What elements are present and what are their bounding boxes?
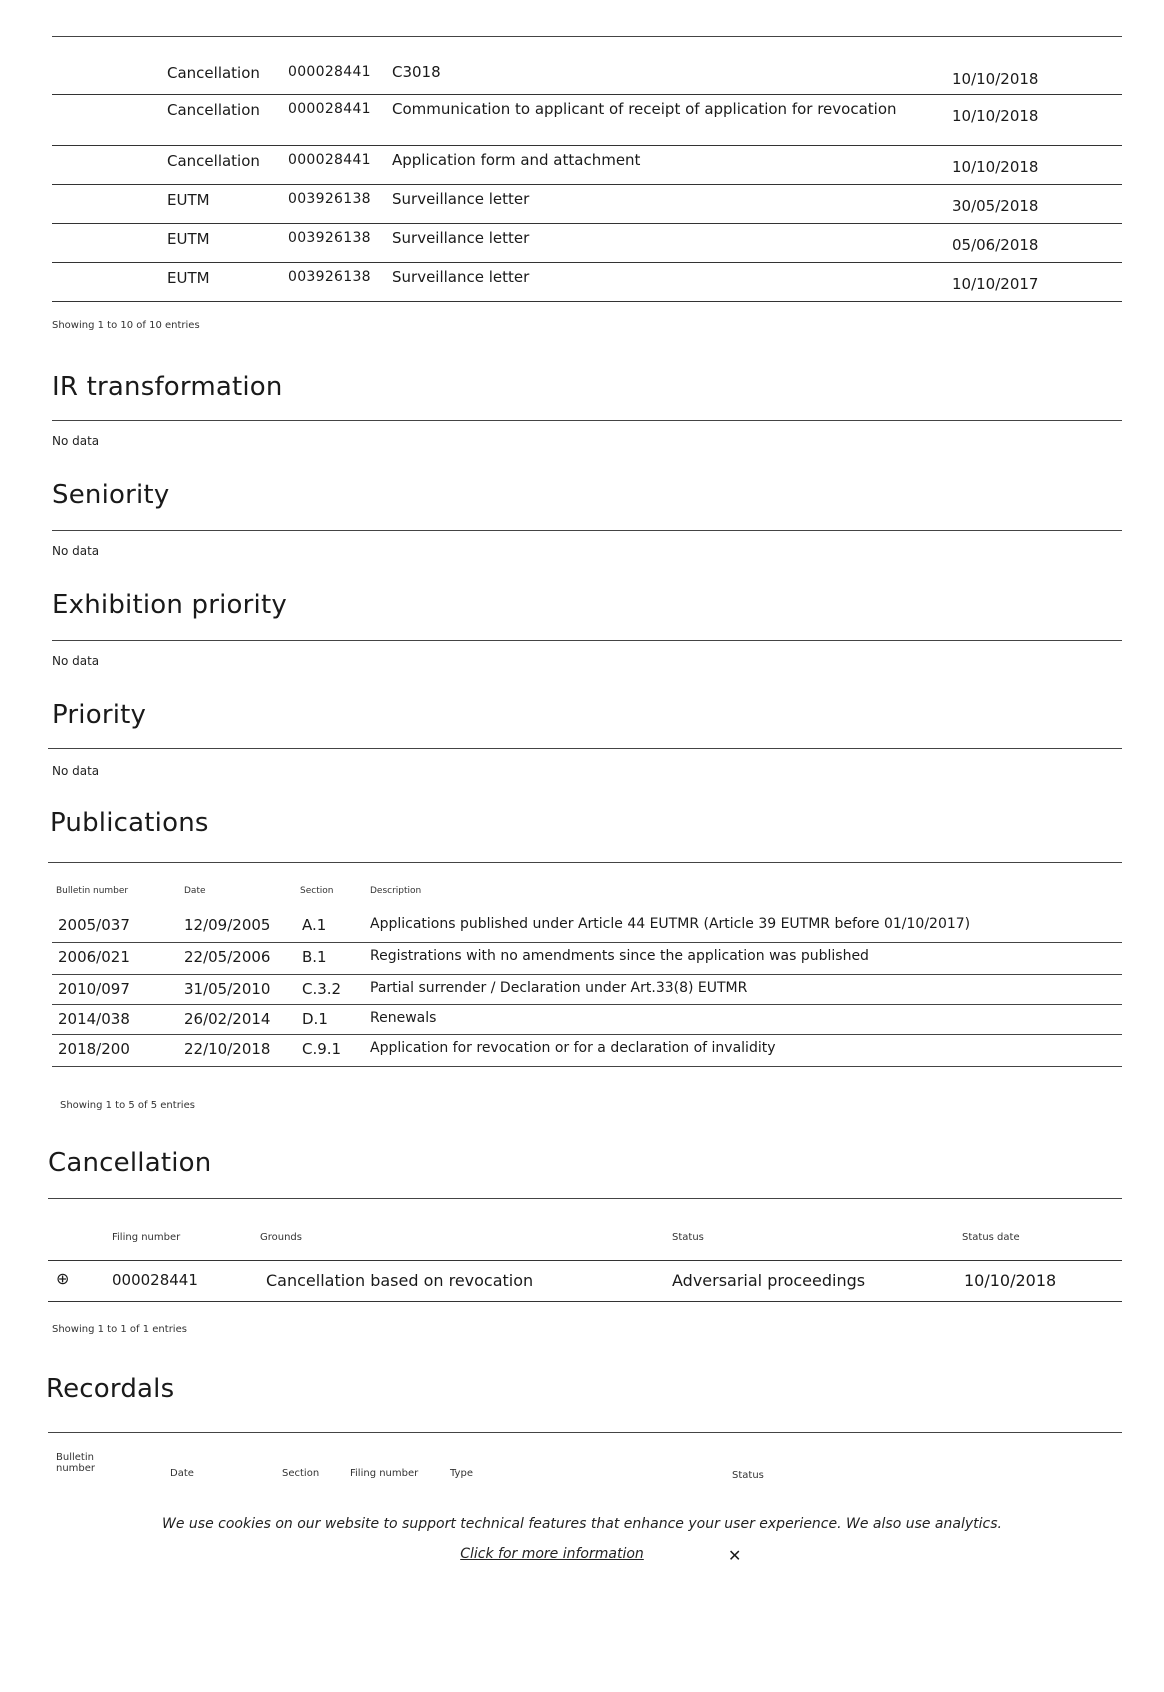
- table-row: 2010/097 31/05/2010 C.3.2 Partial surrender / Declaration under Art.33(8) EUTMR: [52, 974, 1122, 1005]
- table-row: EUTM 003926138 Surveillance letter 30/05/2018: [52, 185, 1122, 224]
- top-table-border: [52, 36, 1122, 37]
- section-title-cancellation: Cancellation: [48, 1148, 212, 1178]
- column-header-description[interactable]: Description: [370, 886, 422, 896]
- section-title-recordals: Recordals: [46, 1374, 175, 1404]
- section-rule: [52, 640, 1122, 641]
- section-rule: [48, 1198, 1122, 1199]
- seniority-value: No data: [52, 544, 100, 558]
- exhibition-priority-value: No data: [52, 654, 100, 668]
- table-row: 2014/038 26/02/2014 D.1 Renewals: [52, 1004, 1122, 1035]
- section-rule: [48, 748, 1122, 749]
- column-header-status[interactable]: Status: [672, 1232, 704, 1243]
- cancellation-showing: Showing 1 to 1 of 1 entries: [52, 1324, 187, 1335]
- correspondence-showing: Showing 1 to 10 of 10 entries: [52, 320, 200, 331]
- section-rule: [52, 530, 1122, 531]
- close-icon[interactable]: ✕: [728, 1546, 742, 1565]
- table-row: 2018/200 22/10/2018 C.9.1 Application for revocation or for a declaration of invalidity: [52, 1034, 1122, 1067]
- table-row: Cancellation 000028441 Application form and attachment 10/10/2018: [52, 146, 1122, 185]
- column-header-filing-number[interactable]: Filing number: [350, 1468, 419, 1479]
- section-title-seniority: Seniority: [52, 480, 170, 510]
- section-rule: [52, 420, 1122, 421]
- column-header-section[interactable]: Section: [282, 1468, 320, 1479]
- column-header-status-date[interactable]: Status date: [962, 1232, 1020, 1243]
- section-rule: [48, 862, 1122, 863]
- column-header-status[interactable]: Status: [732, 1470, 764, 1481]
- column-header-section[interactable]: Section: [300, 886, 334, 896]
- column-header-type[interactable]: Type: [450, 1468, 473, 1479]
- table-row[interactable]: ⊕ 000028441 Cancellation based on revocation Adversarial proceedings 10/10/2018: [48, 1260, 1122, 1302]
- cookie-more-info-link[interactable]: Click for more information: [460, 1546, 644, 1562]
- correspondence-table: [52, 58, 1122, 302]
- publications-showing: Showing 1 to 5 of 5 entries: [60, 1100, 195, 1111]
- table-row: 2006/021 22/05/2006 B.1 Registrations with no amendments since the application was published: [52, 942, 1122, 975]
- cookie-banner-text: We use cookies on our website to support technical features that enhance your user experience. We also use analytics.: [162, 1516, 1002, 1532]
- table-row: Cancellation 000028441 C3018 10/10/2018: [52, 58, 1122, 95]
- table-row: EUTM 003926138 Surveillance letter 10/10/2017: [52, 263, 1122, 302]
- column-header-filing-number[interactable]: Filing number: [112, 1232, 181, 1243]
- section-rule: [48, 1432, 1122, 1433]
- section-title-ir-transformation: IR transformation: [52, 372, 283, 402]
- column-header-date[interactable]: Date: [184, 886, 206, 896]
- cookie-banner-link-row: [0, 1546, 1134, 1562]
- column-header-bulletin[interactable]: Bulletin number: [56, 1452, 96, 1474]
- table-row: EUTM 003926138 Surveillance letter 05/06/2018: [52, 224, 1122, 263]
- column-header-bulletin[interactable]: Bulletin number: [56, 886, 129, 896]
- section-title-publications: Publications: [50, 808, 209, 838]
- table-row: Cancellation 000028441 Communication to applicant of receipt of application for revocation 10/10/2018: [52, 95, 1122, 146]
- column-header-date[interactable]: Date: [170, 1468, 194, 1479]
- ir-transformation-value: No data: [52, 434, 100, 448]
- table-row: 2005/037 12/09/2005 A.1 Applications published under Article 44 EUTMR (Article 39 EUTMR before 01/10/2017): [52, 910, 1122, 943]
- expand-row-icon[interactable]: ⊕: [56, 1269, 70, 1288]
- priority-value: No data: [52, 764, 100, 778]
- section-title-priority: Priority: [52, 700, 147, 730]
- section-title-exhibition-priority: Exhibition priority: [52, 590, 287, 620]
- column-header-grounds[interactable]: Grounds: [260, 1232, 302, 1243]
